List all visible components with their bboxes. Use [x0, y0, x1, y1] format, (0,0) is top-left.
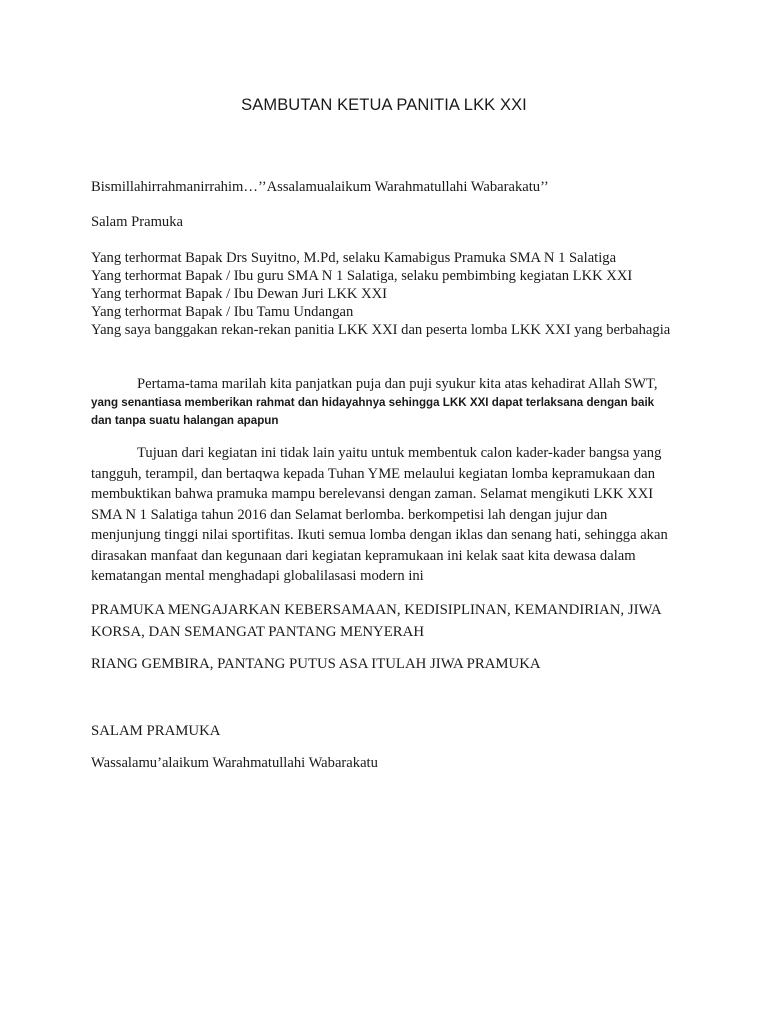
addressee-line: Yang terhormat Bapak / Ibu guru SMA N 1 Salatiga, selaku pembimbing kegiatan LKK XXI: [91, 268, 633, 284]
addressee-line: Yang terhormat Bapak Drs Suyitno, M.Pd, selaku Kamabigus Pramuka SMA N 1 Salatiga: [91, 250, 617, 266]
closing-greeting: Wassalamu’alaikum Warahmatullahi Wabarakatu: [91, 755, 378, 771]
motto-paragraph: PRAMUKA MENGAJARKAN KEBERSAMAAN, KEDISIPLINAN, KEMANDIRIAN, JIWA KORSA, DAN SEMANGAT PANTANG MENYERAH: [91, 602, 661, 640]
opening-greeting: Bismillahirrahmanirrahim…’’Assalamualaikum Warahmatullahi Wabarakatu’’: [91, 179, 549, 195]
motto-line: RIANG GEMBIRA, PANTANG PUTUS ASA ITULAH JIWA PRAMUKA: [91, 656, 541, 672]
opening-paragraph-text: Pertama-tama marilah kita panjatkan puja dan puji syukur kita atas kehadirat Allah SWT,: [137, 376, 658, 392]
opening-paragraph-continuation: yang senantiasa memberikan rahmat dan hidayahnya sehingga LKK XXI dapat terlaksana dengan baik dan tanpa suatu halangan apapun: [91, 395, 655, 427]
opening-paragraph: [91, 376, 677, 430]
purpose-paragraph: Tujuan dari kegiatan ini tidak lain yaitu untuk membentuk calon kader-kader bangsa yang tangguh, terampil, dan bertaqwa kepada Tuhan YME melaului kegiatan lomba kepramukaan dan membuktikan bahwa pramuka mampu berelevansi dengan zaman. Selamat mengikuti LKK XXI SMA N 1 Salatiga tahun 2016 dan Selamat berlomba. berkompetisi lah dengan jujur dan menjunjung tinggi nilai sportifitas. Ikuti semua lomba dengan iklas dan senang hati, sehingga akan dirasakan manfaat dan kegunaan dari kegiatan kepramukaan ini kelak saat kita dewasa dalam kematangan mental menghadapi globalilasasi modern ini: [91, 445, 668, 584]
addressee-line: Yang terhormat Bapak / Ibu Tamu Undangan: [91, 304, 354, 320]
addressee-line: Yang terhormat Bapak / Ibu Dewan Juri LKK XXI: [91, 286, 388, 302]
addressee-line: Yang saya banggakan rekan-rekan panitia LKK XXI dan peserta lomba LKK XXI yang berbahagia: [91, 322, 671, 338]
addressee-list: [91, 249, 677, 339]
salam-pramuka-closing: SALAM PRAMUKA: [91, 723, 221, 739]
salam-pramuka-opening: Salam Pramuka: [91, 214, 184, 230]
document-title: SAMBUTAN KETUA PANITIA LKK XXI: [241, 96, 527, 114]
